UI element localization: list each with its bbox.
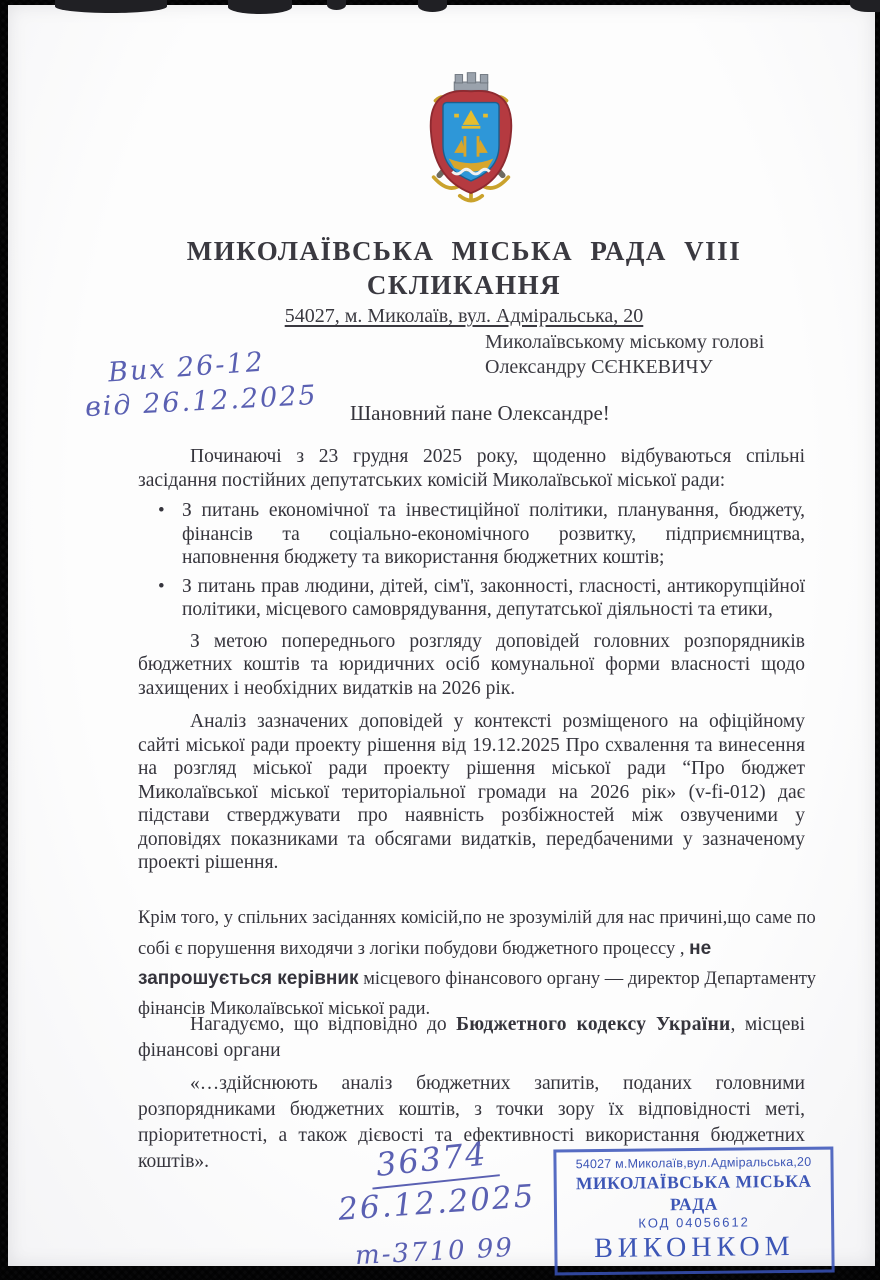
paragraph-4-bold: не запрошується керівник (138, 937, 712, 989)
handwritten-outgoing-ref: Вих 26-12 (107, 346, 266, 389)
paragraph-5-text: , місцеві фінансові органи (138, 1014, 805, 1061)
paragraph-6-quote: «…здійснюють аналіз бюджетних запитів, поданих головними розпорядниками бюджетних коштів, з точки зору їх відповідності меті, пріоритетності, а також дієвості та ефективності використання бюджетних коштів». (138, 1073, 805, 1172)
paragraph-3: Аналіз зазначених доповідей у контексті розміщеного на офіційному сайті міської ради проекту рішення від 19.12.2025 Про схвалення та винесення на розгляд міської ради проекту рішення міської ради “Про бюджет Миколаївської міської територіальної громади на 2026 рік» (v-fi-012) дає підстави стверджувати про наявність розбіжностей між озвученими у доповідях показниками та обсягами видатків, передбаченими у зазначеному проекті рішення. (138, 711, 805, 873)
list-item-text: З питань економічної та інвестиційної політики, планування, бюджету, фінансів та соціально-економічного розвитку, підприємництва, наповнення бюджету та використання бюджетних коштів; (182, 500, 805, 568)
paragraph-4 (138, 904, 822, 1024)
background-shadow-blob (418, 0, 447, 12)
salutation: Шановний пане Олександре! (350, 401, 610, 425)
organization-address: 54027, м. Миколаїв, вул. Адміральська, 20 (284, 305, 644, 327)
commission-list (138, 499, 805, 622)
handwritten-registration-number: 36374 (368, 1133, 500, 1189)
city-coat-of-arms-icon (415, 72, 527, 204)
bullet-icon: • (158, 575, 165, 597)
paragraph-5 (138, 1012, 805, 1064)
list-item-text: З питань прав людини, дітей, сім'ї, законності, гласності, антикорупційної політики, місцевого самоврядування, депутатської діяльності та етики, (182, 575, 805, 620)
incoming-registration-stamp (553, 1147, 834, 1276)
paragraph-5-bold: Бюджетного кодексу України (456, 1014, 731, 1035)
handwritten-outgoing-date: від 26.12.2025 (84, 379, 319, 424)
organization-title-line2: СКЛИКАННЯ (366, 270, 562, 300)
bullet-icon: • (158, 500, 165, 521)
paragraph-5-text: Нагадуємо, що відповідно до (190, 1014, 457, 1035)
list-item (158, 499, 805, 570)
stamp-code: КОД 04056612 (638, 1214, 750, 1231)
recipient-line1: Миколаївському міському голові (485, 331, 765, 353)
handwritten-registration-date: 26.12.2025 (336, 1178, 537, 1228)
stamp-vykonkom: ВИКОНКОМ (594, 1230, 795, 1265)
background-shadow-blob (228, 0, 292, 14)
organization-title-line1: МИКОЛАЇВСЬКА МІСЬКА РАДА VIII (186, 236, 742, 266)
recipient-block (485, 330, 764, 380)
list-item (158, 575, 805, 622)
paragraph-2: З метою попереднього розгляду доповідей головних розпорядників бюджетних коштів та юридичних осіб комунальної форми власності щодо захищених і необхідних видатків на 2026 рік. (138, 630, 805, 699)
paragraph-4-text: Крім того, у спільних засіданнях комісій,по не зрозумілій для нас причині,що саме по собі є порушення виходячи з логіки побудови бюджетного процессу , (138, 908, 816, 959)
letter-page (8, 5, 875, 1272)
organization-title (128, 234, 800, 302)
recipient-line2: Олександру СЄНКЕВИЧУ (485, 356, 713, 378)
paragraph-4-text: місцевого фінансового органу — директор Департаменту фінансів Миколаївської міської ради. (138, 969, 816, 1019)
stamp-address: 54027 м.Миколаїв,вул.Адміральська,20 (575, 1154, 812, 1172)
paragraph-1: Починаючі з 23 грудня 2025 року, щоденно відбуваються спільні засідання постійних депутатських комісій Миколаївської міської ради: (138, 446, 805, 491)
handwritten-phone-note: т-3710 99 (354, 1232, 515, 1272)
stamp-organization: МИКОЛАЇВСЬКА МІСЬКА РАДА (575, 1170, 812, 1215)
background-shadow-blob (55, 0, 167, 13)
background-shadow-blob (327, 0, 346, 10)
letter-body (138, 445, 805, 875)
